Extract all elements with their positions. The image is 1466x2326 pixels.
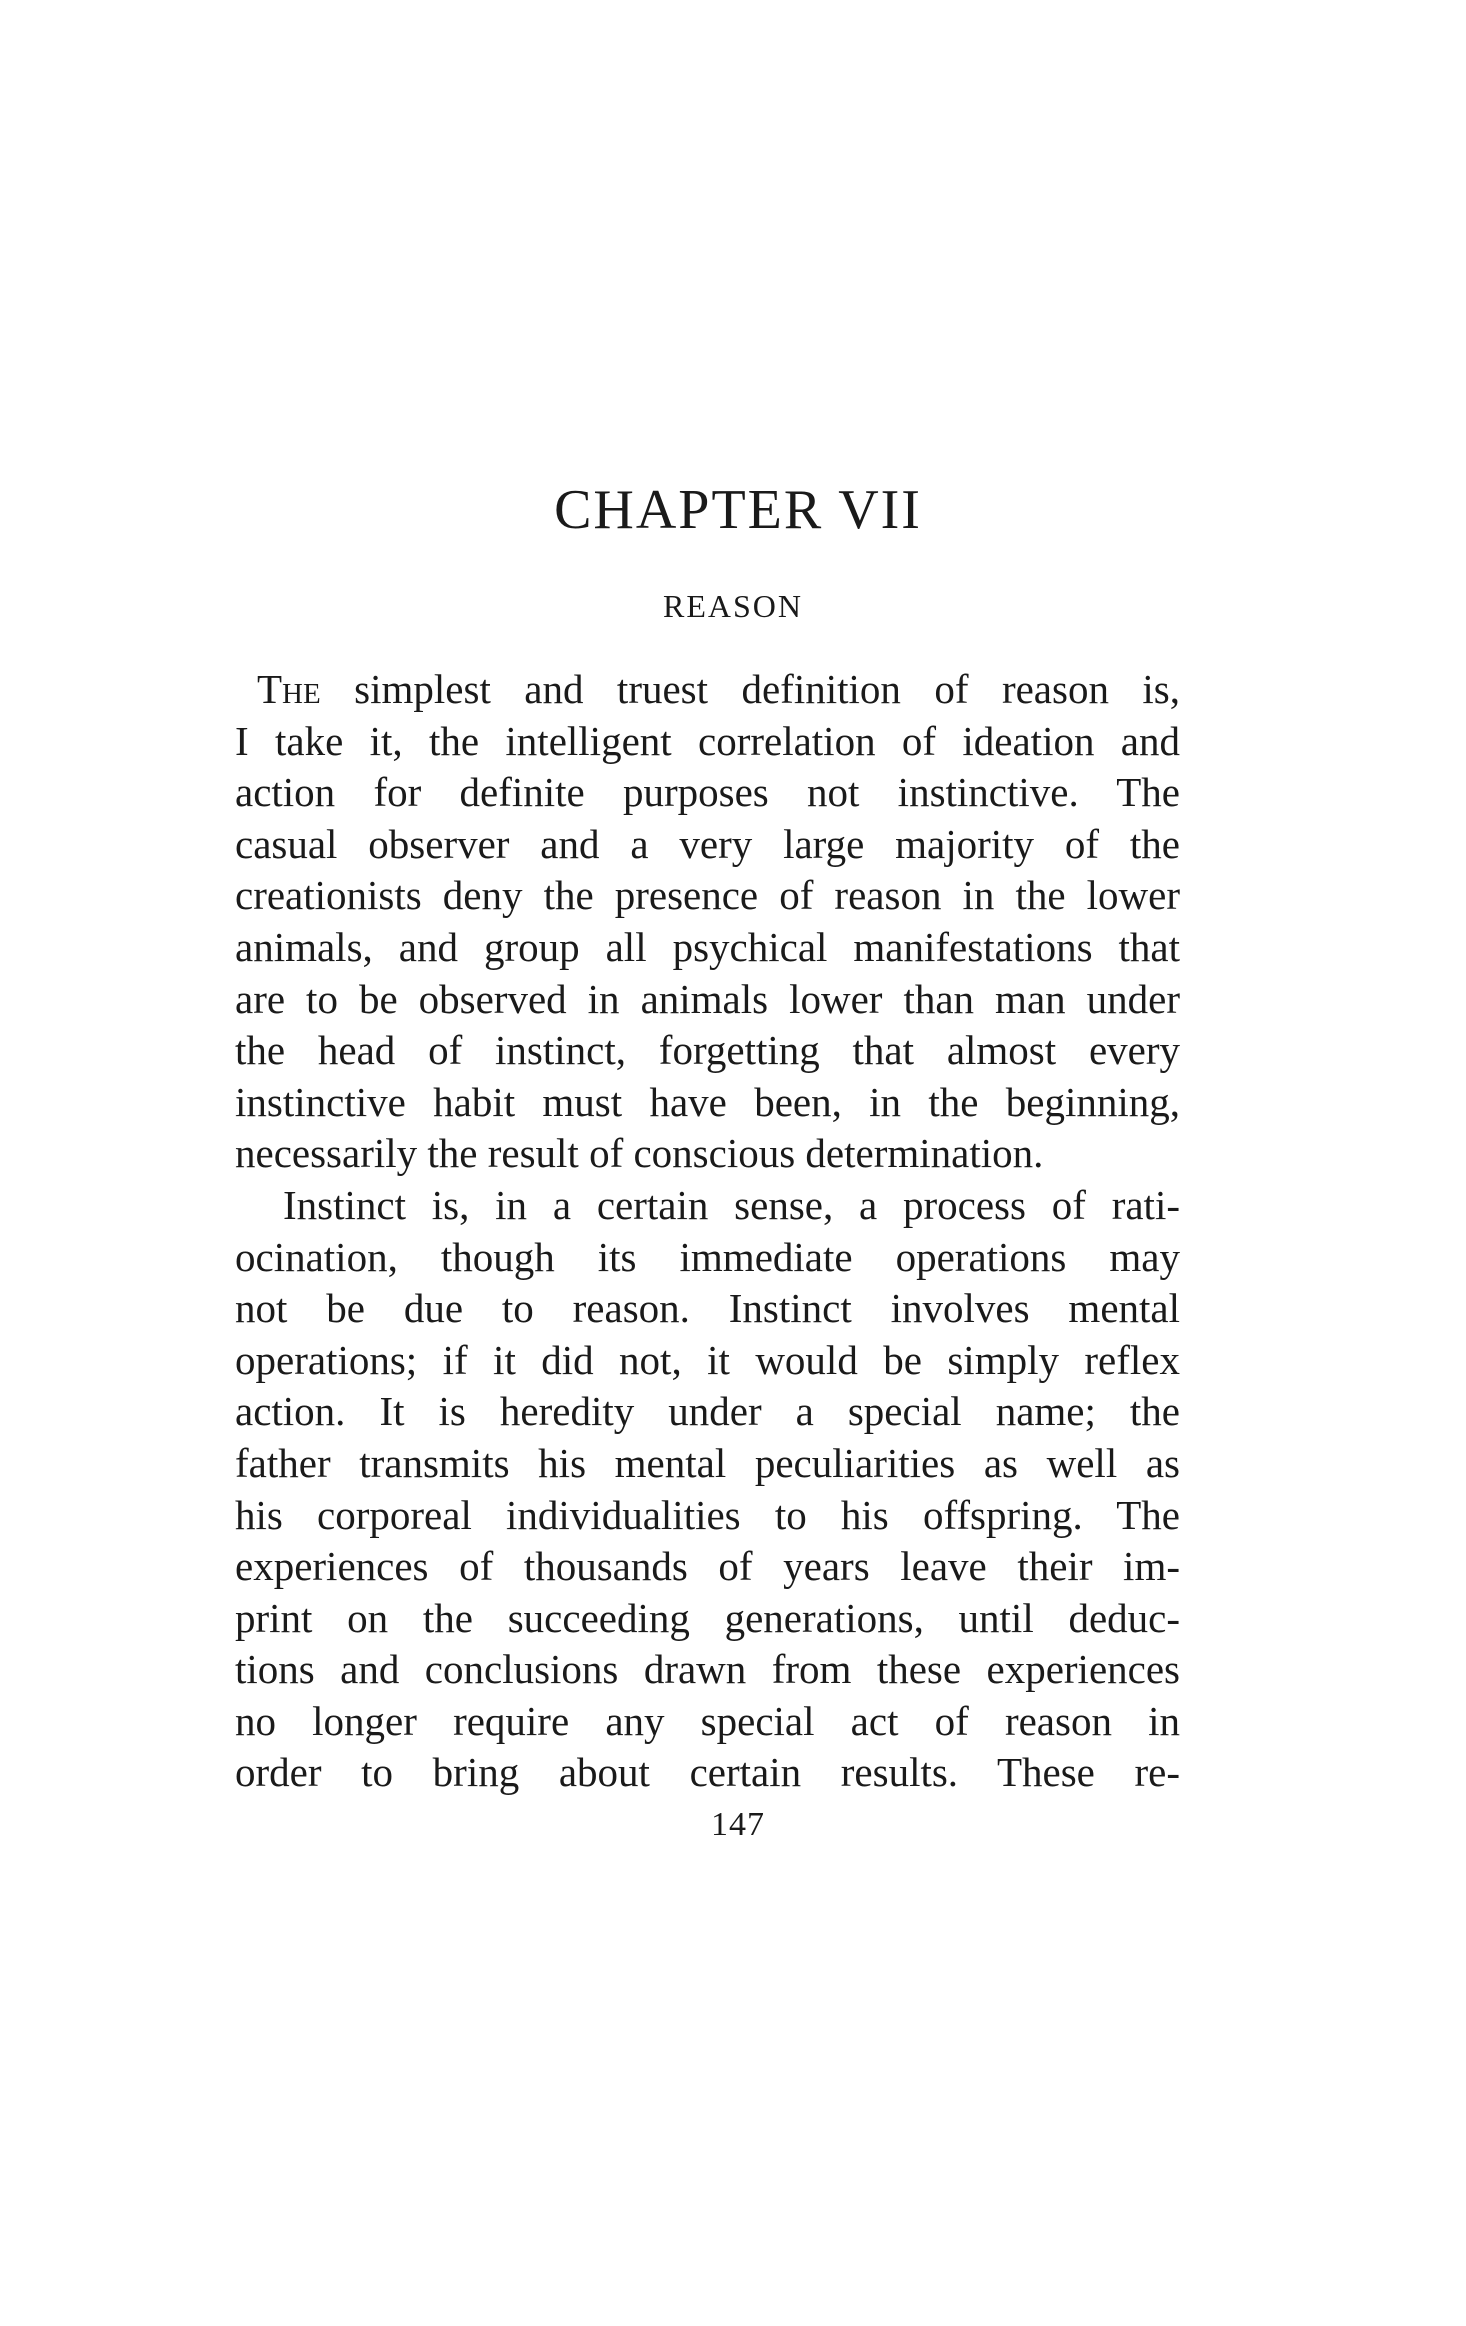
text-line: operations; if it did not, it would be simply reflex (235, 1336, 1180, 1383)
body-text (235, 664, 1180, 1799)
text-line: the head of instinct, forgetting that almost every (235, 1027, 1180, 1074)
text-line: I take it, the intelligent correlation of ideation and (235, 717, 1180, 764)
text-line: his corporeal individualities to his offspring. The (235, 1491, 1180, 1538)
text-line: ocination, though its immediate operations may (235, 1233, 1180, 1280)
page-number: 147 (711, 1806, 765, 1843)
text-line: action for definite purposes not instinctive. The (235, 769, 1180, 816)
text-line: tions and conclusions drawn from these experiences (235, 1646, 1180, 1693)
text-line (235, 664, 1180, 716)
text-line: father transmits his mental peculiarities as well as (235, 1439, 1180, 1486)
chapter-title: CHAPTER VII (554, 479, 922, 541)
text-line: not be due to reason. Instinct involves mental (235, 1285, 1180, 1332)
text-line: Instinct is, in a certain sense, a process of rati- (283, 1181, 1180, 1228)
text-line: no longer require any special act of reason in (235, 1697, 1180, 1744)
text-line: creationists deny the presence of reason in the lower (235, 872, 1180, 919)
drop-word: The (257, 666, 321, 712)
section-title: REASON (662, 588, 803, 624)
text-line-rest: simplest and truest definition of reason is, (354, 666, 1180, 712)
text-line: print on the succeeding generations, until deduc- (235, 1594, 1180, 1641)
text-line: are to be observed in animals lower than man under (235, 975, 1180, 1022)
text-line: instinctive habit must have been, in the beginning, (235, 1078, 1180, 1125)
text-line: order to bring about certain results. These re- (235, 1749, 1180, 1796)
text-line: action. It is heredity under a special name; the (235, 1388, 1180, 1435)
text-line: animals, and group all psychical manifestations that (235, 923, 1180, 970)
text-line: necessarily the result of conscious determination. (235, 1130, 1044, 1177)
text-line: casual observer and a very large majority of the (235, 820, 1180, 867)
text-line: experiences of thousands of years leave their im- (235, 1543, 1180, 1590)
